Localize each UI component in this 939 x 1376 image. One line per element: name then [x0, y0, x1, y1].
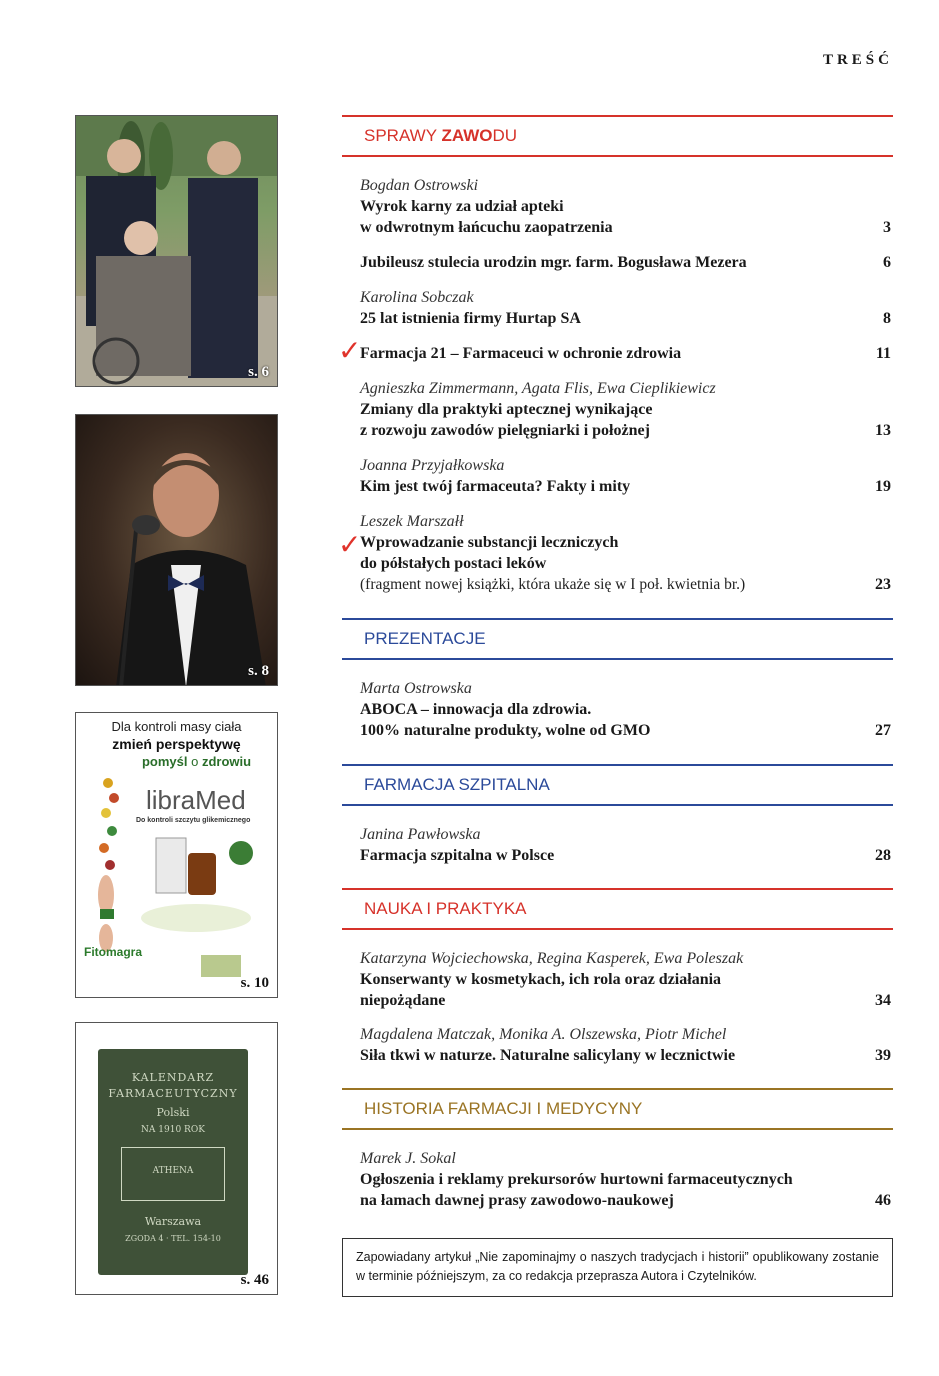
- entry-page: 8: [883, 310, 891, 327]
- entry-title: Siła tkwi w naturze. Naturalne salicylany w lecznictwie: [360, 1047, 736, 1064]
- entry-author: Katarzyna Wojciechowska, Regina Kasperek, Ewa Poleszak: [360, 950, 744, 967]
- entry-title: Konserwanty w kosmetykach, ich rola oraz działania: [360, 971, 722, 988]
- book-line-2: FARMACEUTYCZNY: [108, 1087, 238, 1100]
- ad-libramed: [75, 712, 278, 998]
- section-prezentacje: [342, 618, 893, 748]
- entry-title: Ogłoszenia i reklamy prekursorów hurtowni farmaceutycznych: [360, 1171, 793, 1188]
- entry-page: 19: [875, 478, 891, 495]
- entry-author: Bogdan Ostrowski: [360, 177, 479, 194]
- ad-line-3b: o: [191, 754, 199, 769]
- ad-brand: libraMed: [146, 785, 246, 815]
- entry-page: 39: [875, 1047, 891, 1064]
- entry-page: 27: [875, 722, 891, 739]
- book-line-4: NA 1910 ROK: [141, 1125, 205, 1135]
- entry-author: Karolina Sobczak: [360, 289, 474, 306]
- entry-title: Wyrok karny za udział apteki: [360, 198, 564, 215]
- entry-author: Joanna Przyjałkowska: [360, 457, 505, 474]
- toc-entry[interactable]: [360, 175, 891, 238]
- section-sprawy-zawodu: [338, 115, 893, 605]
- toc-entry[interactable]: [360, 1024, 893, 1066]
- entry-author: Leszek Marszałł: [360, 513, 464, 530]
- ad-line-2: zmień perspektywę: [112, 736, 241, 752]
- entry-title: z rozwoju zawodów pielęgniarki i położnej: [360, 422, 650, 439]
- entry-page: 46: [875, 1192, 891, 1209]
- toc-entry[interactable]: [360, 287, 891, 329]
- section-heading-c: DU: [492, 126, 518, 145]
- photo-jubilee: [75, 115, 278, 387]
- toc-entry[interactable]: [360, 948, 893, 1011]
- toc-entry[interactable]: [360, 455, 891, 497]
- entry-title: 100% naturalne produkty, wolne od GMO: [360, 722, 651, 739]
- photo-jubilee-illustration: [76, 116, 278, 387]
- editorial-note: Zapowiadany artykuł „Nie zapominajmy o naszych tradycjach i historii” opublikowany zostanie w terminie późniejszym, za co redakcja przeprasza Autora i Czytelników.: [342, 1238, 893, 1297]
- entry-title: Jubileusz stulecia urodzin mgr. farm. Bogusława Mezera: [360, 254, 747, 271]
- figure-page-label: s. 46: [240, 1272, 269, 1288]
- book-line-5: ATHENA: [121, 1147, 225, 1201]
- book-line-3: Polski: [156, 1106, 190, 1119]
- figure-page-label: s. 8: [248, 663, 269, 679]
- book-line-6: Warszawa: [144, 1215, 202, 1228]
- entry-page: 28: [875, 847, 891, 864]
- section-heading: [342, 115, 893, 157]
- entry-author: Marta Ostrowska: [360, 680, 472, 697]
- entry-page: 34: [875, 992, 891, 1009]
- entry-page: 23: [875, 576, 891, 593]
- entry-title: niepożądane: [360, 992, 446, 1009]
- section-farmacja-szpitalna: [342, 764, 893, 874]
- book-cover: [98, 1049, 248, 1275]
- entry-title: Wprowadzanie substancji leczniczych: [360, 534, 619, 551]
- entry-title: 25 lat istnienia firmy Hurtap SA: [360, 310, 581, 327]
- entry-page: 11: [875, 345, 891, 362]
- entry-page: 3: [883, 219, 891, 236]
- checkmark-icon: ✓: [338, 528, 362, 561]
- book-line-1: KALENDARZ: [131, 1071, 215, 1084]
- photo-calendar-book: [75, 1022, 278, 1295]
- ad-maker: Fitomagra: [84, 945, 143, 959]
- section-heading: HISTORIA FARMACJI I MEDYCYNY: [342, 1088, 893, 1130]
- toc-entry[interactable]: [360, 824, 891, 866]
- entry-title: ABOCA – innowacja dla zdrowia.: [360, 701, 592, 718]
- section-heading-b: ZAWO: [441, 126, 493, 145]
- entry-author: Magdalena Matczak, Monika A. Olszewska, Piotr Michel: [360, 1026, 727, 1043]
- section-heading: NAUKA I PRAKTYKA: [342, 888, 893, 930]
- toc-entry[interactable]: [360, 1148, 893, 1211]
- section-nauka-i-praktyka: [342, 888, 893, 1073]
- entry-author: Janina Pawłowska: [360, 826, 481, 843]
- ad-line-3a: pomyśl: [141, 754, 188, 769]
- figure-page-label: s. 6: [248, 364, 269, 380]
- book-line-7: ZGODA 4 · TEL. 154-10: [125, 1234, 221, 1243]
- section-heading: FARMACJA SZPITALNA: [342, 764, 893, 806]
- page-title: TREŚĆ: [822, 52, 893, 68]
- ad-line-3c: zdrowiu: [201, 754, 252, 769]
- checkmark-icon: ✓: [338, 334, 362, 367]
- toc-entry[interactable]: [360, 678, 891, 741]
- entry-page: 6: [883, 254, 891, 271]
- photo-speaker-illustration: [76, 415, 278, 686]
- entry-title: w odwrotnym łańcuchu zaopatrzenia: [360, 219, 613, 236]
- entry-author: Agnieszka Zimmermann, Agata Flis, Ewa Cieplikiewicz: [360, 380, 716, 397]
- entry-title: Kim jest twój farmaceuta? Fakty i mity: [360, 478, 631, 495]
- toc-entry[interactable]: [338, 334, 891, 367]
- entry-author: Marek J. Sokal: [360, 1150, 456, 1167]
- entry-title: Farmacja 21 – Farmaceuci w ochronie zdrowia: [360, 345, 682, 362]
- section-heading-a: SPRAWY: [364, 126, 442, 145]
- toc-entry[interactable]: [360, 378, 891, 441]
- toc-entry[interactable]: [338, 511, 893, 595]
- section-historia: [342, 1088, 893, 1223]
- entry-title: do półstałych postaci leków: [360, 555, 547, 572]
- section-heading: PREZENTACJE: [342, 618, 893, 660]
- figure-page-label: s. 10: [240, 975, 269, 991]
- entry-page: 13: [875, 422, 891, 439]
- toc-entry[interactable]: [360, 252, 891, 273]
- entry-title: Farmacja szpitalna w Polsce: [360, 847, 555, 864]
- ad-line-1: Dla kontroli masy ciała: [111, 719, 242, 734]
- entry-note: (fragment nowej książki, która ukaże się w I poł. kwietnia br.): [360, 576, 746, 593]
- ad-tag: Do kontroli szczytu glikemicznego: [136, 817, 251, 824]
- entry-title: na łamach dawnej prasy zawodowo-naukowej: [360, 1192, 674, 1209]
- photo-speaker: [75, 414, 278, 686]
- entry-title: Zmiany dla praktyki aptecznej wynikające: [360, 401, 653, 418]
